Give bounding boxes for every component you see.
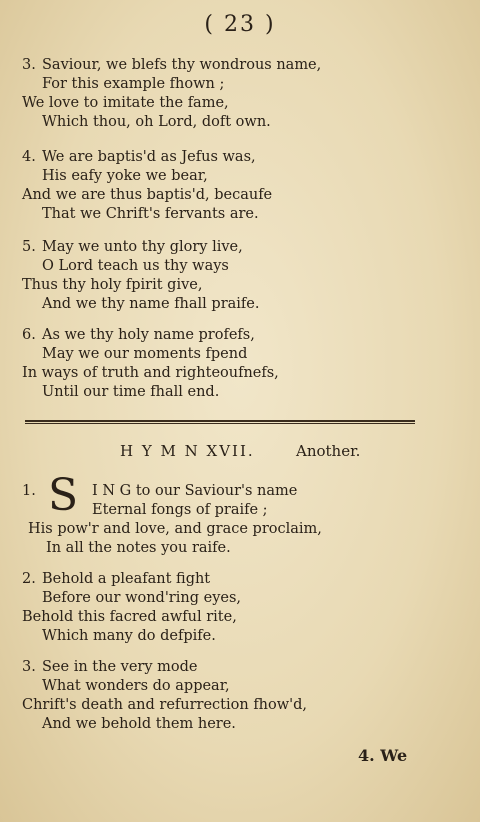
verse-line: For this example fhown ; bbox=[42, 76, 225, 92]
verse-line: Behold this facred awful rite, bbox=[22, 609, 237, 625]
verse-line: Chrift's death and refurrection fhow'd, bbox=[22, 697, 308, 713]
verse-line: What wonders do appear, bbox=[42, 678, 230, 694]
stanza-number: 3. bbox=[22, 57, 36, 73]
verse-line: We are baptis'd as Jefus was, bbox=[42, 149, 256, 165]
stanza-number: 5. bbox=[22, 239, 36, 255]
stanza-number: 6. bbox=[22, 327, 36, 343]
hymn-subtitle: Another. bbox=[296, 442, 361, 460]
verse-line: I N G to our Saviour's name bbox=[92, 483, 298, 499]
verse-line: Thus thy holy fpirit give, bbox=[22, 277, 203, 293]
stanza-6 bbox=[22, 326, 462, 402]
verse-line: His eafy yoke we bear, bbox=[42, 168, 208, 184]
verse-line: Behold a pleafant fight bbox=[42, 571, 211, 587]
verse-line: O Lord teach us thy ways bbox=[42, 258, 229, 274]
hymn-stanza-2 bbox=[22, 570, 462, 646]
hymn-title: H Y M N XVII. bbox=[120, 442, 255, 460]
stanza-number: 4. bbox=[22, 149, 36, 165]
verse-line: Which many do defpife. bbox=[42, 628, 216, 644]
hymn-stanza-1 bbox=[22, 482, 462, 558]
verse-line: May we unto thy glory live, bbox=[42, 239, 243, 255]
verse-line: See in the very mode bbox=[42, 659, 198, 675]
stanza-number: 3. bbox=[22, 659, 36, 675]
drop-cap: S bbox=[48, 470, 79, 521]
verse-line: Eternal fongs of praife ; bbox=[92, 502, 268, 518]
verse-line: And we behold them here. bbox=[42, 716, 236, 732]
page-number: ( 23 ) bbox=[204, 12, 276, 37]
verse-line: Which thou, oh Lord, doft own. bbox=[42, 114, 271, 130]
stanza-number: 1. bbox=[22, 483, 36, 499]
hymn-stanza-3 bbox=[22, 658, 462, 734]
stanza-4 bbox=[22, 148, 462, 224]
verse-line: And we are thus baptis'd, becaufe bbox=[22, 187, 273, 203]
verse-line: Until our time fhall end. bbox=[42, 384, 220, 400]
section-divider-rule bbox=[25, 420, 415, 424]
verse-line: His pow'r and love, and grace proclaim, bbox=[28, 521, 322, 537]
verse-line: We love to imitate the fame, bbox=[22, 95, 229, 111]
verse-line: That we Chrift's fervants are. bbox=[42, 206, 259, 222]
stanza-number: 2. bbox=[22, 571, 36, 587]
verse-line: In all the notes you raife. bbox=[46, 540, 231, 556]
verse-line: Saviour, we blefs thy wondrous name, bbox=[42, 57, 322, 73]
verse-line: As we thy holy name profefs, bbox=[42, 327, 255, 343]
stanza-3 bbox=[22, 56, 462, 132]
verse-line: In ways of truth and righteoufnefs, bbox=[22, 365, 279, 381]
verse-line: May we our moments fpend bbox=[42, 346, 248, 362]
verse-line: And we thy name fhall praife. bbox=[42, 296, 260, 312]
verse-line: Before our wond'ring eyes, bbox=[42, 590, 242, 606]
stanza-5 bbox=[22, 238, 462, 314]
catchword: 4. We bbox=[358, 746, 408, 765]
